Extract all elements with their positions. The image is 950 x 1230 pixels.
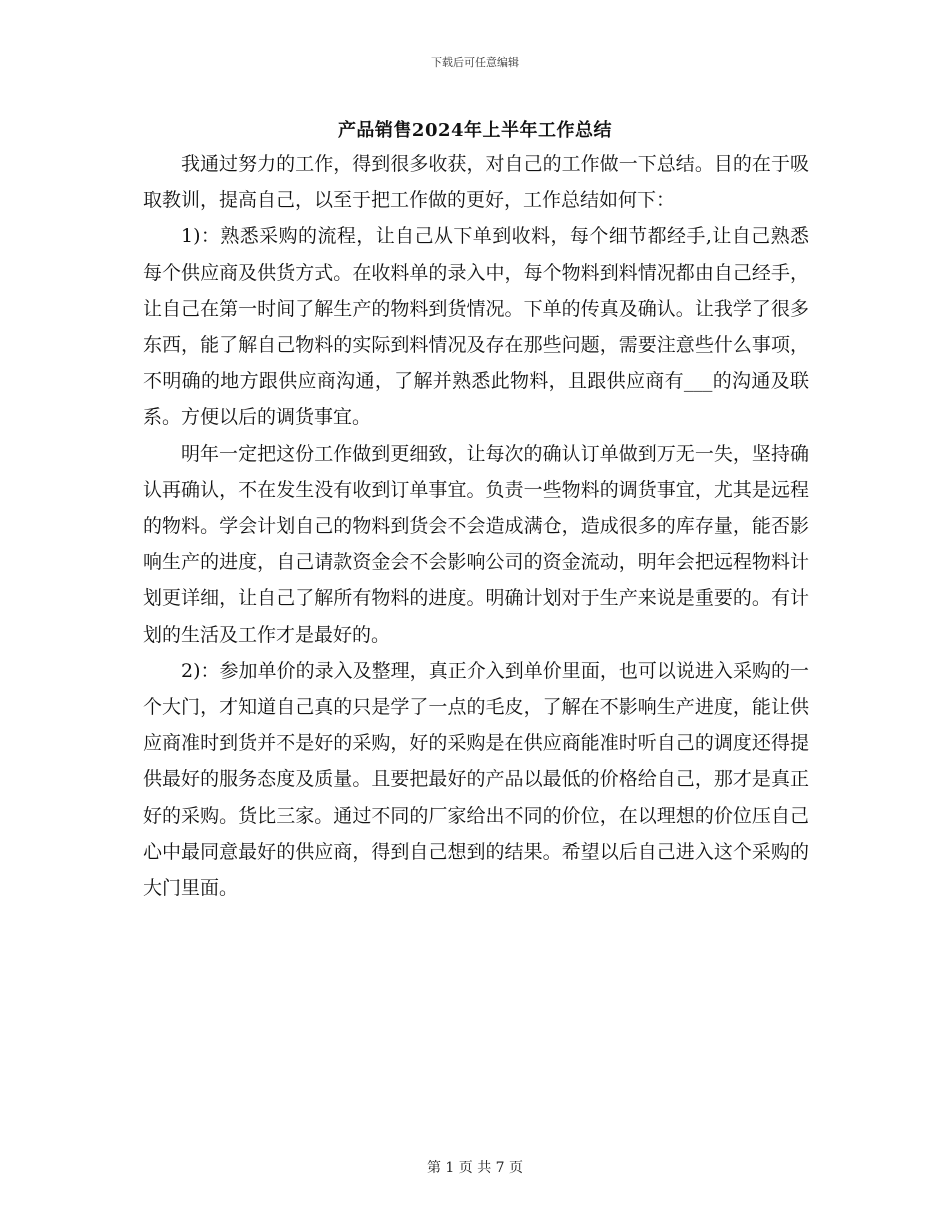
page-number: 第 1 页 共 7 页 bbox=[426, 1160, 524, 1176]
paragraph-item-2: 2)：参加单价的录入及整理，真正介入到单价里面，也可以说进入采购的一个大门，才知道自己真的只是学了一点的毛皮，了解在不影响生产进度，能让供应商准时到货并不是好的采购，好的采购是在供应商能准时听自己的调度还得提供最好的服务态度及质量。且要把最好的产品以最低的价格给自己，那才是真正好的采购。货比三家。通过不同的厂家给出不同的价位，在以理想的价位压自己心中最同意最好的供应商，得到自己想到的结果。希望以后自己进入这个采购的大门里面。 bbox=[143, 659, 809, 900]
document-title: 产品销售2024年上半年工作总结 bbox=[337, 120, 613, 141]
document-body bbox=[143, 146, 809, 906]
paragraph-item-1: 1)：熟悉采购的流程，让自己从下单到收料，每个细节都经手,让自己熟悉每个供应商及供货方式。在收料单的录入中，每个物料到料情况都由自己经手，让自己在第一时间了解生产的物料到货情况。下单的传真及确认。让我学了很多东西，能了解自己物料的实际到料情况及存在那些问题，需要注意些什么事项，不明确的地方跟供应商沟通，了解并熟悉此物料，且跟供应商有___的沟通及联系。方便以后的调货事宜。 bbox=[143, 225, 809, 429]
paragraph-intro: 我通过努力的工作，得到很多收获，对自己的工作做一下总结。目的在于吸取教训，提高自己，以至于把工作做的更好，工作总结如何下： bbox=[143, 153, 809, 212]
paragraph-plan: 明年一定把这份工作做到更细致，让每次的确认订单做到万无一失，坚持确认再确认，不在发生没有收到订单事宜。负责一些物料的调货事宜，尤其是远程的物料。学会计划自己的物料到货会不会造成满仓，造成很多的库存量，能否影响生产的进度，自己请款资金会不会影响公司的资金流动，明年会把远程物料计划更详细，让自己了解所有物料的进度。明确计划对于生产来说是重要的。有计划的生活及工作才是最好的。 bbox=[143, 442, 809, 646]
header-note: 下载后可任意编辑 bbox=[431, 56, 519, 69]
